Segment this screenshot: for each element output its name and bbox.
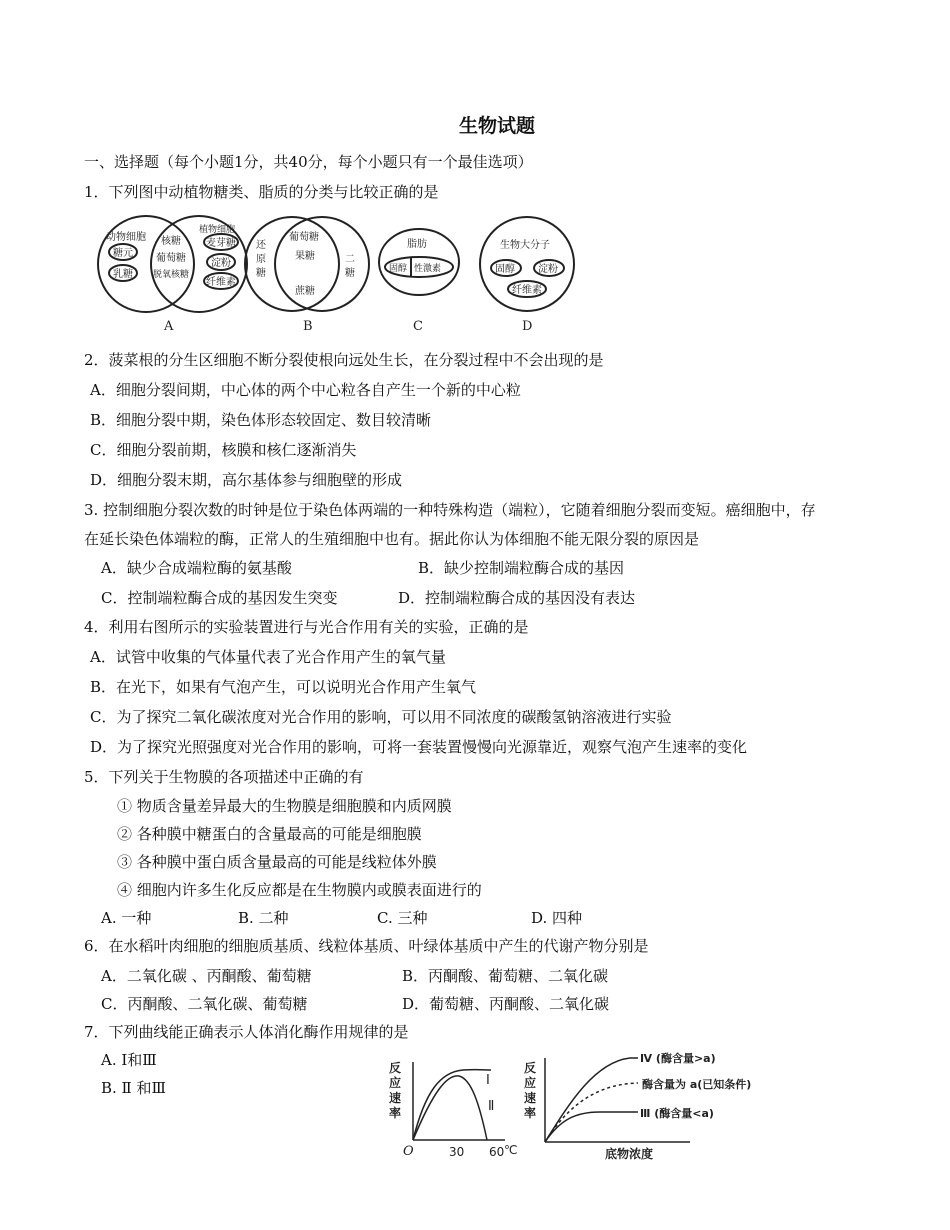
q1-figure — [96, 212, 656, 337]
fig-label-a: A — [164, 319, 174, 334]
q3-stem-line2: 在延长染色体端粒的酶，正常人的生殖细胞中也有。据此你认为体细胞不能无限分裂的原因是 — [84, 530, 700, 548]
fig-a-right-label: 植物细胞 — [199, 225, 236, 235]
q3-option-c: C．控制端粒酶合成的基因发生突变 — [101, 589, 338, 607]
q3-option-a: A．缺少合成端粒酶的氨基酸 — [101, 559, 292, 577]
graph2-xlabel: 底物浓度 — [605, 1147, 654, 1161]
fig-a-left-item: 糖元 — [113, 248, 133, 259]
q4-option-d: D．为了探究光照强度对光合作用的影响，可将一套装置慢慢向光源靠近，观察气泡产生速率的变化 — [90, 738, 748, 756]
q2-option-d: D．细胞分裂末期，高尔基体参与细胞壁的形成 — [90, 471, 403, 489]
q7-stem: 7．下列曲线能正确表示人体消化酶作用规律的是 — [84, 1023, 409, 1041]
q6-option-a: A．二氧化碳 、丙酮酸、葡萄糖 — [101, 967, 312, 985]
graph1-curve-label-i: Ⅰ — [486, 1073, 490, 1088]
q5-option-d: D. 四种 — [531, 909, 583, 927]
fig-b-middle-item: 果糖 — [295, 251, 315, 262]
fig-label-b: B — [303, 319, 313, 334]
q6-option-d: D．葡萄糖、丙酮酸、二氧化碳 — [402, 995, 610, 1013]
q7-graph-substrate — [520, 1052, 790, 1162]
fig-label-c: C — [413, 319, 423, 334]
graph2-curve-iv — [545, 1058, 638, 1142]
fig-a-right-item: 淀粉 — [211, 258, 231, 269]
q4-option-b: B．在光下，如果有气泡产生，可以说明光合作用产生氧气 — [90, 678, 477, 696]
fig-a-right-item: 麦芽糖 — [206, 238, 236, 249]
fig-a-right-item: 纤维素 — [206, 277, 236, 288]
q5-statement-2: ② 各种膜中糖蛋白的含量最高的可能是细胞膜 — [117, 825, 422, 843]
graph2-label-iii: Ⅲ (酶含量<a) — [640, 1107, 714, 1120]
graph2-ylabel-char: 应 — [524, 1076, 537, 1090]
q4-option-c: C．为了探究二氧化碳浓度对光合作用的影响，可以用不同浓度的碳酸氢钠溶液进行实验 — [90, 708, 672, 726]
q5-option-a: A. 一种 — [101, 909, 152, 927]
q5-option-c: C. 三种 — [377, 909, 428, 927]
graph2-curve-iii — [545, 1112, 638, 1142]
q1-stem: 1．下列图中动植物糖类、脂质的分类与比较正确的是 — [84, 183, 439, 201]
q3-stem-line1: 3. 控制细胞分裂次数的时钟是位于染色体两端的一种特殊构造（端粒），它随着细胞分裂而变短。癌细胞中，存 — [84, 501, 816, 519]
graph1-ylabel-char: 应 — [389, 1076, 402, 1090]
fig-c-outer-label: 脂肪 — [407, 239, 427, 250]
q2-option-a: A．细胞分裂间期，中心体的两个中心粒各自产生一个新的中心粒 — [90, 381, 521, 399]
fig-a-middle-item: 脱氧核糖 — [153, 270, 190, 280]
fig-b-left-label: 糖 — [256, 268, 266, 279]
fig-d-item: 淀粉 — [538, 264, 558, 275]
graph1-ylabel-char: 反 — [389, 1061, 402, 1075]
graph1-tick-60: 60 — [489, 1145, 505, 1159]
q3-option-d: D．控制端粒酶合成的基因没有表达 — [398, 589, 636, 607]
q2-stem: 2．菠菜根的分生区细胞不断分裂使根向远处生长，在分裂过程中不会出现的是 — [84, 351, 604, 369]
q4-stem: 4．利用右图所示的实验装置进行与光合作用有关的实验，正确的是 — [84, 618, 529, 636]
fig-a-middle-item: 葡萄糖 — [156, 253, 186, 264]
q5-statement-1: ① 物质含量差异最大的生物膜是细胞膜和内质网膜 — [117, 797, 452, 815]
graph1-unit: ℃ — [504, 1143, 518, 1157]
graph1-tick-30: 30 — [449, 1145, 465, 1159]
q5-stem: 5．下列关于生物膜的各项描述中正确的有 — [84, 768, 364, 786]
fig-b-right-label: 二 — [345, 254, 355, 265]
fig-c-inner-right: 性激素 — [414, 264, 442, 274]
fig-d-item: 纤维素 — [512, 285, 542, 296]
q6-option-c: C．丙酮酸、二氧化碳、葡萄糖 — [101, 995, 308, 1013]
fig-a-left-item: 乳糖 — [113, 269, 133, 280]
fig-b-right-label: 糖 — [345, 268, 355, 279]
graph1-origin: O — [403, 1144, 414, 1159]
page-title: 生物试题 — [459, 115, 536, 137]
q7-option-a: A. Ⅰ和Ⅲ — [101, 1051, 157, 1069]
fig-b-left-label: 原 — [256, 254, 266, 265]
fig-b-left-label: 还 — [256, 240, 266, 251]
fig-label-d: D — [522, 319, 533, 334]
q5-statement-4: ④ 细胞内许多生化反应都是在生物膜内或膜表面进行的 — [117, 881, 482, 899]
graph2-label-mid: 酶含量为 a(已知条件) — [642, 1078, 752, 1091]
fig-c-inner-left: 固醇 — [389, 264, 408, 274]
q5-option-b: B. 二种 — [238, 909, 289, 927]
q4-option-a: A．试管中收集的气体量代表了光合作用产生的氧气量 — [90, 648, 446, 666]
fig-a-middle-item: 核糖 — [161, 236, 181, 247]
fig-d-outer-label: 生物大分子 — [500, 240, 550, 251]
graph1-ylabel-char: 率 — [389, 1106, 402, 1120]
q3-option-b: B．缺少控制端粒酶合成的基因 — [418, 559, 625, 577]
graph1-curve-i — [413, 1070, 491, 1140]
graph1-ylabel-char: 速 — [389, 1091, 402, 1105]
fig-d-item: 固醇 — [495, 264, 515, 275]
fig-b-middle-item: 葡萄糖 — [289, 232, 319, 243]
q2-option-c: C．细胞分裂前期，核膜和核仁逐渐消失 — [90, 441, 357, 459]
graph2-ylabel-char: 反 — [524, 1061, 537, 1075]
fig-a-left-label: 动物细胞 — [106, 232, 146, 243]
graph1-curve-ii — [413, 1076, 487, 1140]
graph1-curve-label-ii: Ⅱ — [488, 1099, 495, 1114]
q2-option-b: B．细胞分裂中期，染色体形态较固定、数目较清晰 — [90, 411, 432, 429]
graph2-ylabel-char: 率 — [524, 1106, 537, 1120]
graph2-ylabel-char: 速 — [524, 1091, 537, 1105]
q7-option-b: B. Ⅱ 和Ⅲ — [101, 1079, 166, 1097]
q6-option-b: B．丙酮酸、葡萄糖、二氧化碳 — [402, 967, 609, 985]
q7-graph-temperature — [385, 1052, 525, 1162]
section-heading: 一、选择题（每个小题1分，共40分，每个小题只有一个最佳选项） — [84, 153, 533, 171]
q5-statement-3: ③ 各种膜中蛋白质含量最高的可能是线粒体外膜 — [117, 853, 437, 871]
graph2-label-iv: Ⅳ (酶含量>a) — [640, 1052, 716, 1065]
fig-b-middle-item: 蔗糖 — [295, 286, 315, 297]
q6-stem: 6．在水稻叶肉细胞的细胞质基质、线粒体基质、叶绿体基质中产生的代谢产物分别是 — [84, 937, 649, 955]
